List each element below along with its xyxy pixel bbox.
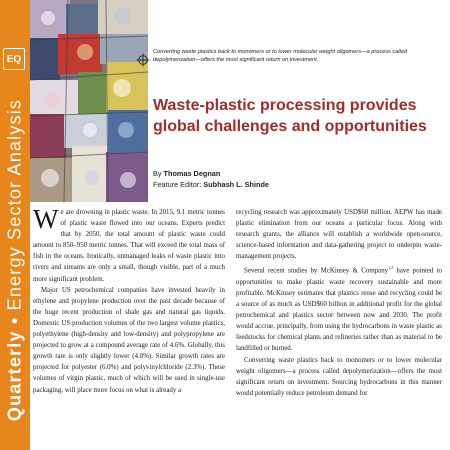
paragraph-text: Several recent studies by McKinsey & Company	[244, 267, 389, 275]
crosshair-icon	[136, 53, 150, 67]
publication-name-prefix: Quarterly	[4, 330, 25, 422]
editor-name: Subhash L. Shinde	[203, 180, 269, 189]
body-paragraph: recycling research was approximately USD$60 million. AEPW has made plastic elimination from our oceans a particular focus. Along with research grants, the alliance will establish a worldwide open-source, science-based information and data-gathering project to underpin waste-management projects.	[236, 209, 442, 261]
byline-prefix: By	[153, 169, 162, 178]
paragraph-text: have pointed to opportunities to make plastic waste recovery sustainable and more profitable. McKinsey estimates that plastics reuse and recycling could be a source of as much as USD$60 billion in additional profit for the global petrochemical and plastics sector between now and 2030. The profit would accrue, principally, from using the hydrocarbons in waste plastic as feedstocks for chemical plants and refineries rather than as material to be landfilled or burned.	[236, 267, 442, 353]
body-paragraph	[33, 204, 225, 285]
editor-prefix: Feature Editor:	[153, 180, 202, 189]
body-paragraph: Converting waste plastics back to monomers or to lower molecular weight oligomers—a process called depolymerization—offers the most significant return on investment. Sourcing hydrocarbons in this manner would potentially reduce petroleum demand for	[236, 356, 442, 397]
photo-caption: Converting waste plastics back to monomers or to lower molecular weight oligomers—a process called depolymerization—offers the most significant return on investment.	[153, 49, 408, 63]
article-byline	[153, 169, 220, 179]
feature-editor	[153, 180, 269, 190]
citation-ref: 1,2	[388, 265, 394, 271]
author-name: Thomas Degnan	[163, 169, 221, 178]
sidebar-banner	[0, 0, 30, 450]
body-paragraph	[236, 262, 442, 354]
article-title: Waste-plastic processing provides global challenges and opportunities	[153, 97, 427, 135]
body-paragraph: Major US petrochemical companies have invested heavily in ethylene and propylene production over the past decade because of the huge recent production of shale gas and natural gas liquids. Domestic US production volumes of the two largest volume plastics, polyethylene (high-density and low-density) and polypropylene are projected to grow at a compound average rate of 4.6%. Globally, this growth rate is only slightly lower (4.0%). Similar growth rates are projected for polyester (6.0%) and polyvinylchloride (2.3%). These volumes of virgin plastic, much of which will be used in single-use packaging, will place more focus on what is already a	[33, 286, 225, 394]
publication-logo: EQ	[3, 48, 25, 70]
body-column-left	[33, 204, 225, 396]
publication-name-rest: Energy Sector Analysis	[4, 98, 25, 311]
plastic-bales-photo	[30, 0, 148, 202]
body-column-right	[236, 207, 442, 399]
paragraph-text: e are drowning in plastic waste. In 2015, 9.1 metric tonnes of plastic waste flowed into our oceans. Experts predict that by 2050, the total amount of plastic waste could amount to 850–950 metric tonnes. That will exceed the total mass of fish in the oceans. Ironically, unmanaged leaks of waste plastic into rivers and streams are only a small, though visible, part of a much more significant problem.	[33, 209, 225, 283]
publication-name	[5, 99, 26, 421]
publication-name-separator: •	[4, 310, 25, 325]
drop-cap: W	[33, 204, 59, 234]
plastic-bales-image	[30, 0, 148, 202]
